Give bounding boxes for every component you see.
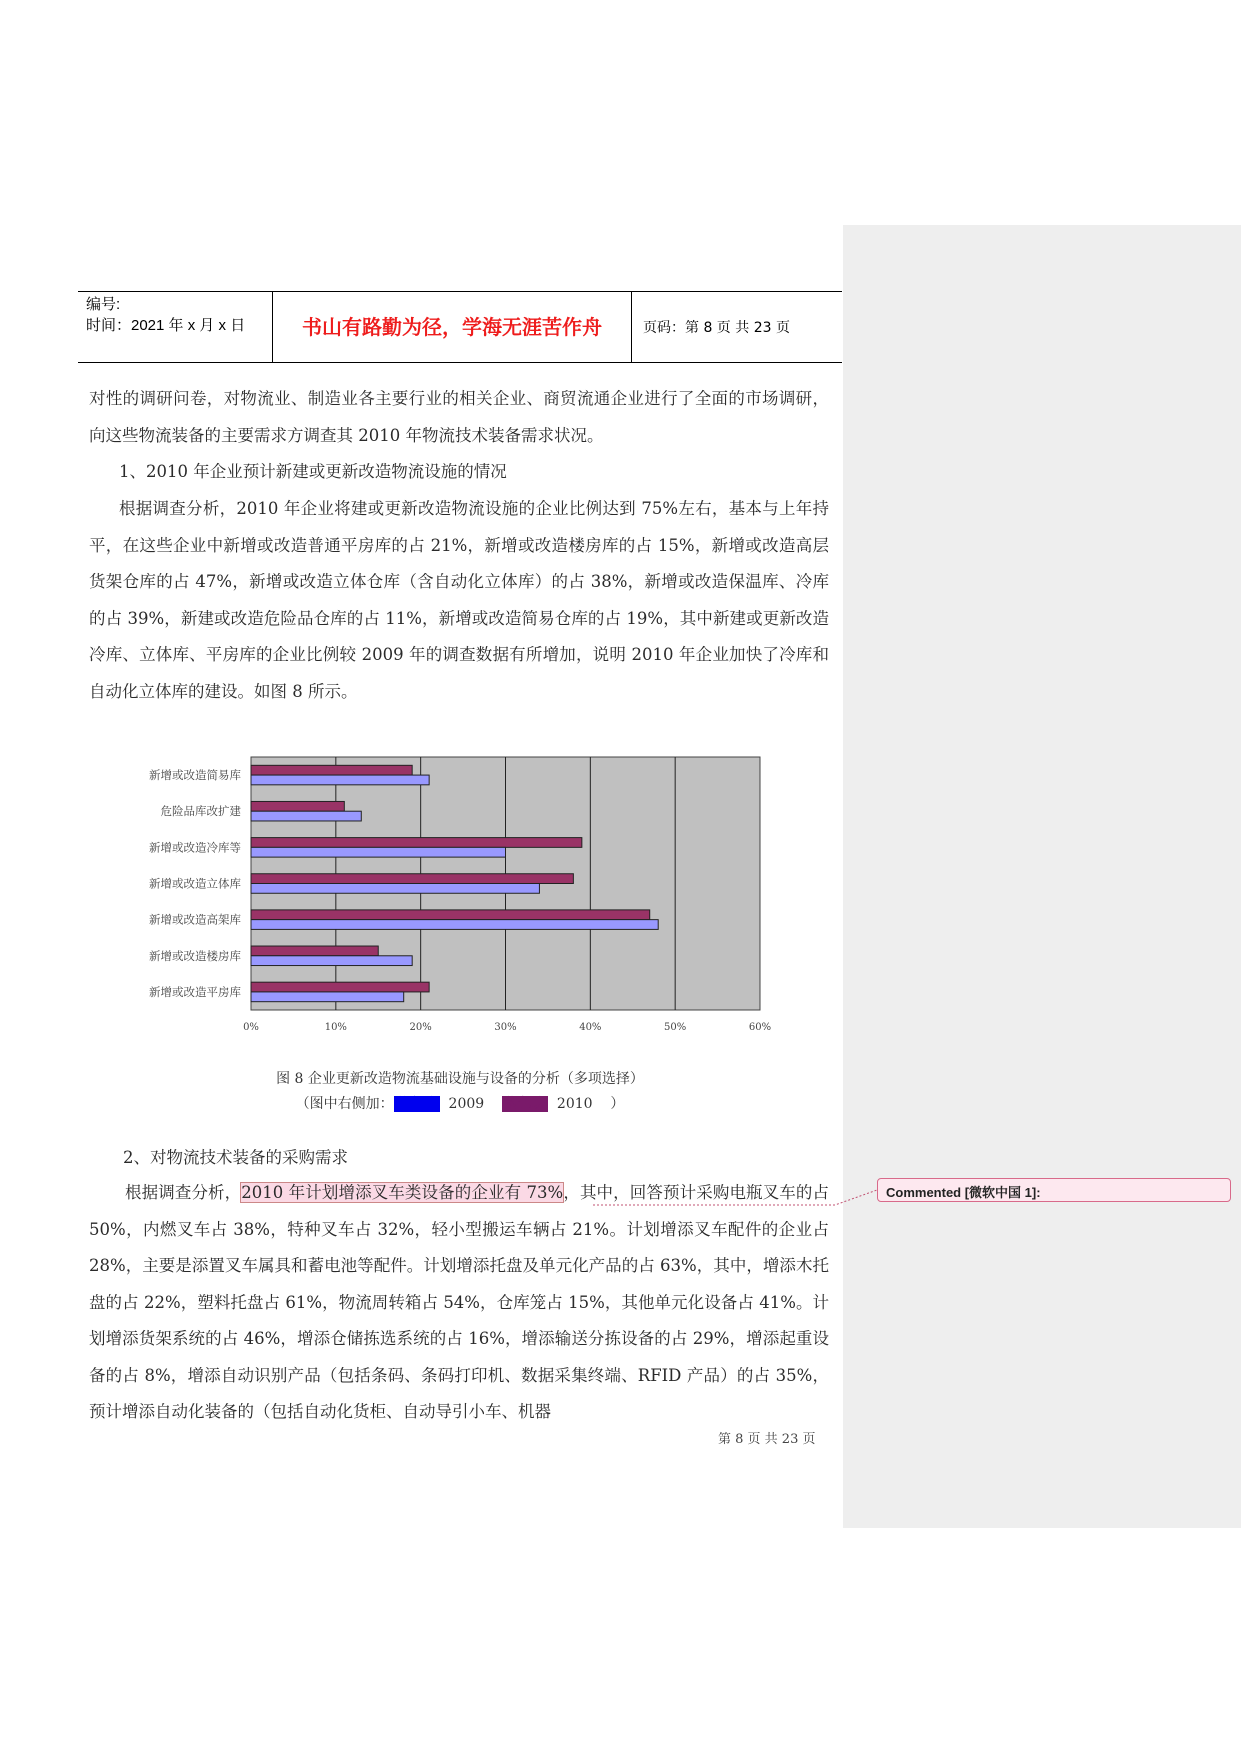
x-tick-label: 0% xyxy=(243,1022,259,1033)
x-tick-label: 60% xyxy=(748,1022,772,1033)
caption-legend-prefix: （图中右侧加： xyxy=(295,1096,394,1112)
x-tick-label: 50% xyxy=(664,1022,687,1033)
legend-year-2009: 2009 xyxy=(448,1096,485,1112)
x-tick-label: 40% xyxy=(579,1022,602,1033)
time-label: 时间：2021 年 x 月 x 日 xyxy=(86,317,246,334)
bar-2009 xyxy=(251,811,361,821)
bar-2009 xyxy=(251,775,429,785)
bar-2009 xyxy=(251,956,412,966)
bar-2010 xyxy=(251,982,429,992)
comment-balloon[interactable] xyxy=(877,1178,1231,1202)
bar-2010 xyxy=(251,838,582,848)
bar-2009 xyxy=(251,884,539,894)
commented-text[interactable]: 2010 年计划增添叉车类设备的企业有 73% xyxy=(241,1183,564,1202)
number-label: 编号: xyxy=(86,296,121,313)
paragraph-procurement-rest: ，其中，回答预计采购电瓶叉车的占 50%，内燃叉车占 38%，特种叉车占 32%，轻小型搬运车辆占 21%。计划增添叉车配件的企业占 28%，主要是添置叉车属具和蓄电池等配件。计划增添托盘及单元化产品的占 63%，其中，增添木托盘的占 22%，塑料托盘占 61%，物流周转箱占 54%，仓库笼占 15%，其他单元化设备占 41%。计划增添货架系统的占 46%，增添仓储拣选系统的占 16%，增添输送分拣设备的占 29%，增添起重设备的占 8%，增添自动识别产品（包括条码、条码打印机、数据采集终端、RFID 产品）的占 35%，预计增添自动化装备的（包括自动化货柜、自动导引小车、机器 xyxy=(89,1183,830,1421)
caption-legend xyxy=(150,1092,770,1117)
bar-2010 xyxy=(251,801,344,811)
section-heading-2: 2、对物流技术装备的采购需求 xyxy=(123,1148,348,1167)
header-motto: 书山有路勤为径，学海无涯苦作舟 xyxy=(302,315,602,339)
bar-2009 xyxy=(251,920,658,930)
paragraph-facilities: 根据调查分析，2010 年企业将建或更新改造物流设施的企业比例达到 75%左右，基本与上年持平，在这些企业中新增或改造普通平房库的占 21%，新增或改造楼房库的占 15%，新增或改造高层货架仓库的占 47%，新增或改造立体仓库（含自动化立体库）的占 38%，新增或改造保温库、冷库的占 39%，新建或改造危险品仓库的占 11%，新增或改造简易仓库的占 19%，其中新建或更新改造冷库、立体库、平房库的企业比例较 2009 年的调查数据有所增加，说明 2010 年企业加快了冷库和自动化立体库的建设。如图 8 所示。 xyxy=(89,499,829,701)
header-page-info: 页码：第 8 页 共 23 页 xyxy=(643,320,790,336)
bar-2009 xyxy=(251,992,404,1002)
category-label: 新增或改造高架库 xyxy=(149,912,241,927)
caption-title: 图 8 企业更新改造物流基础设施与设备的分析（多项选择） xyxy=(276,1071,644,1087)
category-label: 危险品库改扩建 xyxy=(160,804,241,819)
legend-year-2010: 2010 xyxy=(556,1096,593,1112)
paragraph-procurement-start: 根据调查分析， xyxy=(125,1183,242,1202)
legend-swatch-2009: 蓝色块 xyxy=(395,1096,438,1112)
comment-label: Commented [微软中国 1]: xyxy=(886,1185,1041,1200)
figure-caption xyxy=(150,1067,770,1117)
category-label: 新增或改造平房库 xyxy=(149,984,241,999)
bar-2010 xyxy=(251,946,378,956)
category-label: 新增或改造楼房库 xyxy=(149,948,241,963)
x-tick-label: 10% xyxy=(324,1022,347,1033)
caption-legend-suffix: ） xyxy=(610,1096,625,1112)
x-tick-label: 20% xyxy=(409,1022,432,1033)
category-label: 新增或改造冷库等 xyxy=(149,840,241,855)
bar-2010 xyxy=(251,765,412,775)
bar-2010 xyxy=(251,910,650,920)
category-label: 新增或改造简易库 xyxy=(149,768,241,783)
category-label: 新增或改造立体库 xyxy=(149,876,241,891)
bar-2009 xyxy=(251,847,506,857)
paragraph-procurement xyxy=(89,1175,829,1431)
x-tick-label: 30% xyxy=(494,1022,517,1033)
legend-swatch-2010: 紫色块 xyxy=(504,1096,546,1112)
paragraph-intro: 对性的调研问卷，对物流业、制造业各主要行业的相关企业、商贸流通企业进行了全面的市场调研，向这些物流装备的主要需求方调查其 2010 年物流技术装备需求状况。 xyxy=(89,389,829,445)
bar-2010 xyxy=(251,874,573,884)
page-footer: 第 8 页 共 23 页 xyxy=(718,1432,816,1447)
section-heading-1: 1、2010 年企业预计新建或更新改造物流设施的情况 xyxy=(119,462,507,481)
